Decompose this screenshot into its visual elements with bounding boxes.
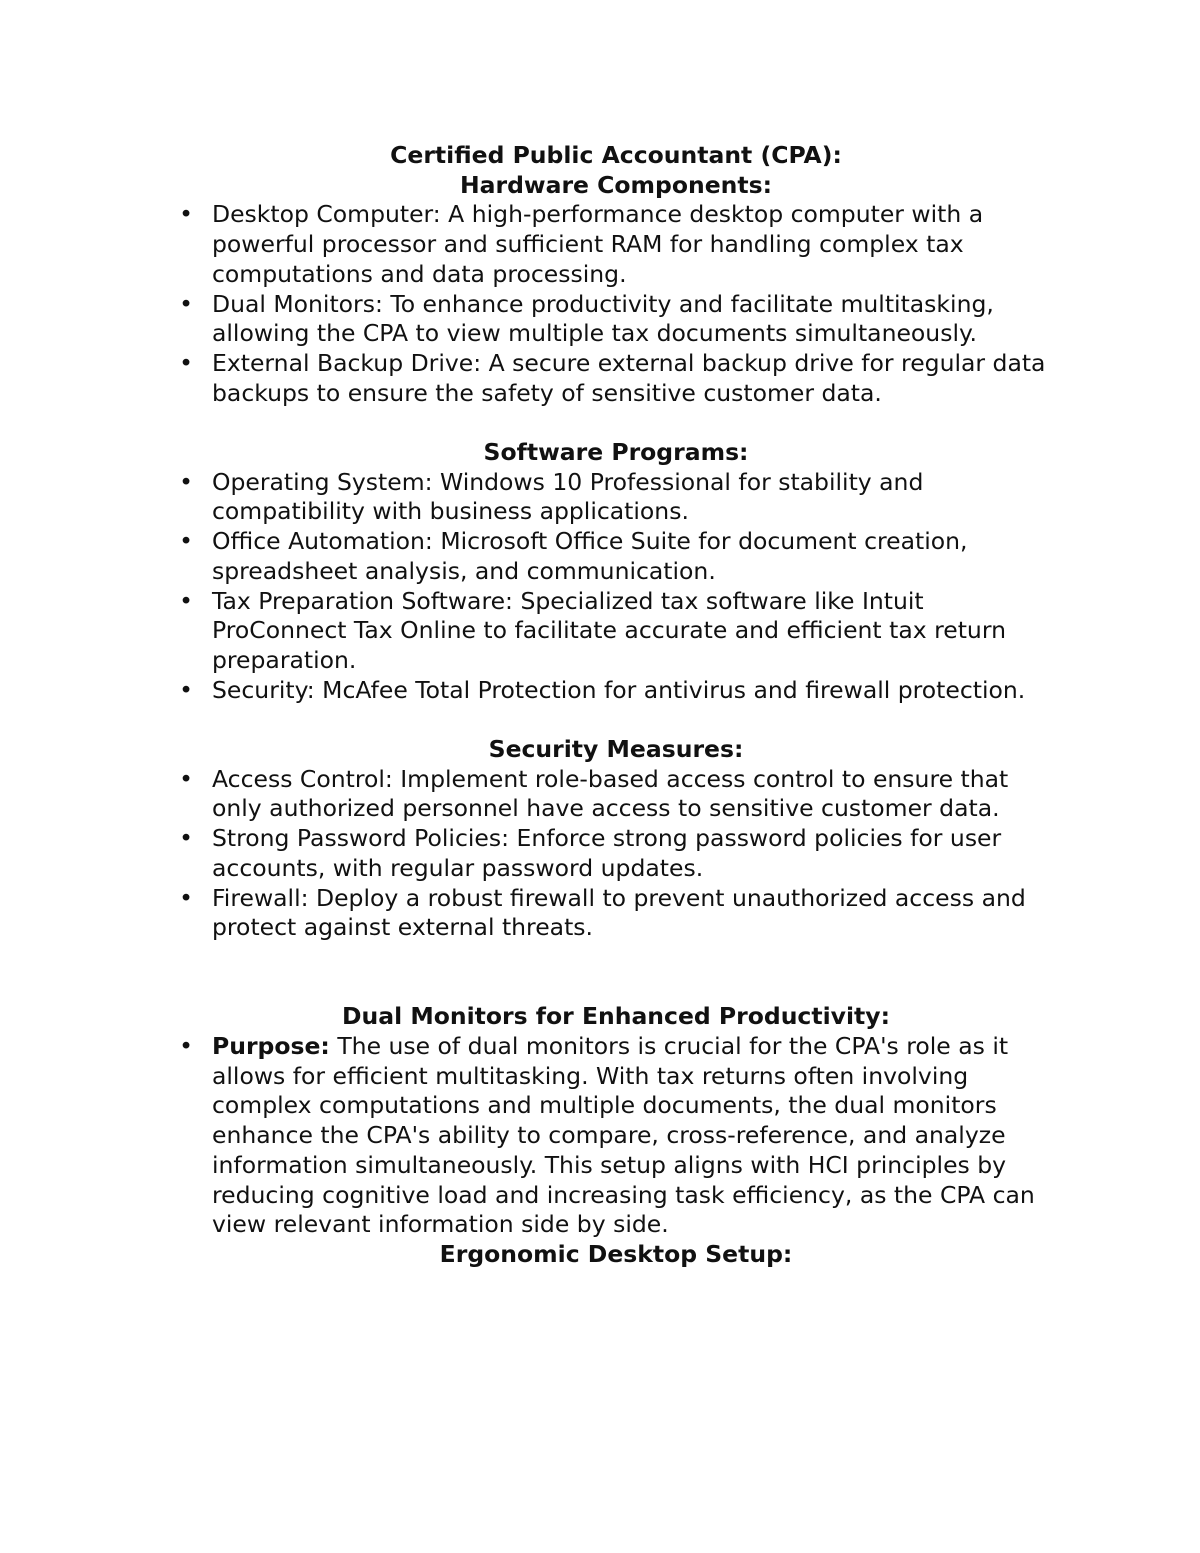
list-item-text: Security: McAfee Total Protection for antivirus and firewall protection. [212, 675, 1026, 704]
bullet-icon: • [179, 824, 193, 853]
list-item-text: Firewall: Deploy a robust firewall to prevent unauthorized access and protect against external threats. [212, 883, 1026, 942]
list-item [172, 290, 1060, 349]
document-title: Certified Public Accountant (CPA): [390, 141, 842, 169]
list-item [172, 587, 1060, 676]
bullet-icon: • [179, 586, 193, 615]
bullet-icon: • [179, 200, 193, 229]
list-item-text: Desktop Computer: A high-performance desktop computer with a powerful processor and sufficient RAM for handling complex tax computations and data processing. [212, 200, 984, 288]
section-heading-security: Security Measures: [488, 735, 744, 764]
section-hardware [172, 171, 1060, 409]
list-item-lead: Purpose: [212, 1032, 330, 1061]
section-heading-dual-monitors: Dual Monitors for Enhanced Productivity: [342, 1002, 890, 1031]
hardware-list [172, 200, 1060, 408]
list-item-text: External Backup Drive: A secure external backup drive for regular data backups to ensure the safety of sensitive customer data. [212, 348, 1046, 407]
section-heading-hardware: Hardware Components: [459, 170, 773, 199]
bullet-icon: • [179, 764, 193, 793]
list-item [172, 884, 1060, 943]
software-list [172, 468, 1060, 706]
spacer [172, 705, 1060, 735]
list-item-text: Access Control: Implement role-based access control to ensure that only authorized personnel have access to sensitive customer data. [212, 764, 1009, 823]
bullet-icon: • [179, 348, 193, 377]
section-heading-ergonomic: Ergonomic Desktop Setup: [439, 1239, 793, 1268]
list-item [172, 824, 1060, 883]
list-item-text: Dual Monitors: To enhance productivity and facilitate multitasking, allowing the CPA to view multiple tax documents simultaneously. [212, 289, 994, 348]
list-item-text: Office Automation: Microsoft Office Suite for document creation, spreadsheet analysis, and communication. [212, 527, 968, 585]
dual-monitors-list [172, 1032, 1060, 1240]
bullet-icon: • [179, 289, 193, 318]
spacer [172, 408, 1060, 438]
list-item [172, 468, 1060, 527]
section-software [172, 438, 1060, 705]
security-list [172, 765, 1060, 943]
section-ergonomic [172, 1240, 1060, 1270]
document-body [172, 141, 1060, 1270]
bullet-icon: • [179, 883, 193, 912]
list-item-text: Tax Preparation Software: Specialized tax software like Intuit ProConnect Tax Online to facilitate accurate and efficient tax return preparation. [212, 586, 1006, 674]
list-item [172, 765, 1060, 824]
section-security [172, 735, 1060, 943]
list-item-text: Operating System: Windows 10 Professional for stability and compatibility with business applications. [212, 467, 924, 526]
section-heading-software: Software Programs: [483, 438, 749, 467]
list-item-text: The use of dual monitors is crucial for the CPA's role as it allows for efficient multitasking. With tax returns often involving complex computations and multiple documents, the dual monitors enhance the CPA's ability to compare, cross-reference, and analyze information simultaneously. This setup aligns with HCI principles by reducing cognitive load and increasing task efficiency, as the CPA can view relevant information side by side. [212, 1032, 1035, 1239]
bullet-icon: • [179, 675, 193, 704]
list-item [172, 676, 1060, 706]
list-item [172, 349, 1060, 408]
spacer [172, 943, 1060, 1002]
list-item [172, 200, 1060, 289]
bullet-icon: • [179, 1032, 193, 1061]
bullet-icon: • [179, 527, 193, 556]
list-item-text: Strong Password Policies: Enforce strong password policies for user accounts, with regular password updates. [212, 824, 1002, 882]
list-item [172, 527, 1060, 586]
bullet-icon: • [179, 467, 193, 496]
section-dual-monitors [172, 1002, 1060, 1240]
list-item [172, 1032, 1060, 1240]
